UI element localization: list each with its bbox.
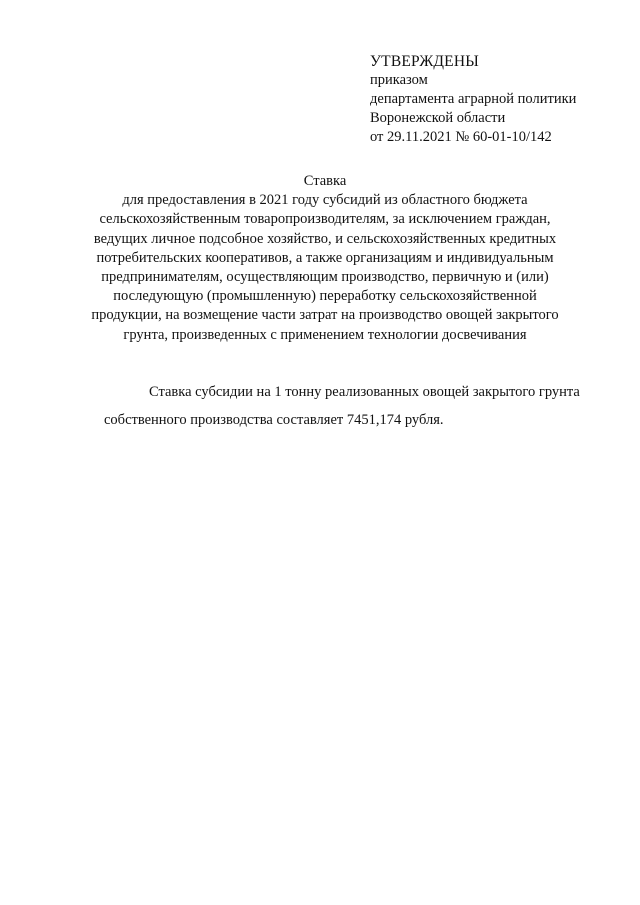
approval-region: Воронежской области	[370, 110, 506, 126]
title-line: сельскохозяйственным товаропроизводителям, за исключением граждан,	[99, 211, 551, 228]
approval-order-word: приказом	[370, 72, 428, 88]
document-title: Ставка	[303, 173, 347, 189]
document-title-block	[60, 172, 590, 345]
approval-department: департамента аграрной политики	[370, 91, 577, 107]
title-line: потребительских кооперативов, а также организациям и индивидуальным	[96, 249, 554, 266]
title-line: ведущих личное подсобное хозяйство, и сельскохозяйственных кредитных	[93, 230, 557, 247]
rate-statement-line-2: собственного производства составляет 7451,174 рубля.	[104, 412, 444, 428]
title-line: грунта, произведенных с применением технологии досвечивания	[123, 326, 527, 343]
approval-order-date-number: от 29.11.2021 № 60-01-10/142	[370, 129, 552, 145]
title-line: предпринимателям, осуществляющим производство, первичную и (или)	[101, 269, 549, 286]
title-line: последующую (промышленную) переработку сельскохозяйственной	[113, 288, 537, 305]
rate-statement-line-1: Ставка субсидии на 1 тонну реализованных овощей закрытого грунта	[149, 384, 580, 400]
approval-stamp	[370, 52, 576, 147]
approval-heading: УТВЕРЖДЕНЫ	[370, 53, 479, 70]
title-line: продукции, на возмещение части затрат на производство овощей закрытого	[91, 307, 559, 324]
title-line: для предоставления в 2021 году субсидий из областного бюджета	[122, 192, 528, 209]
